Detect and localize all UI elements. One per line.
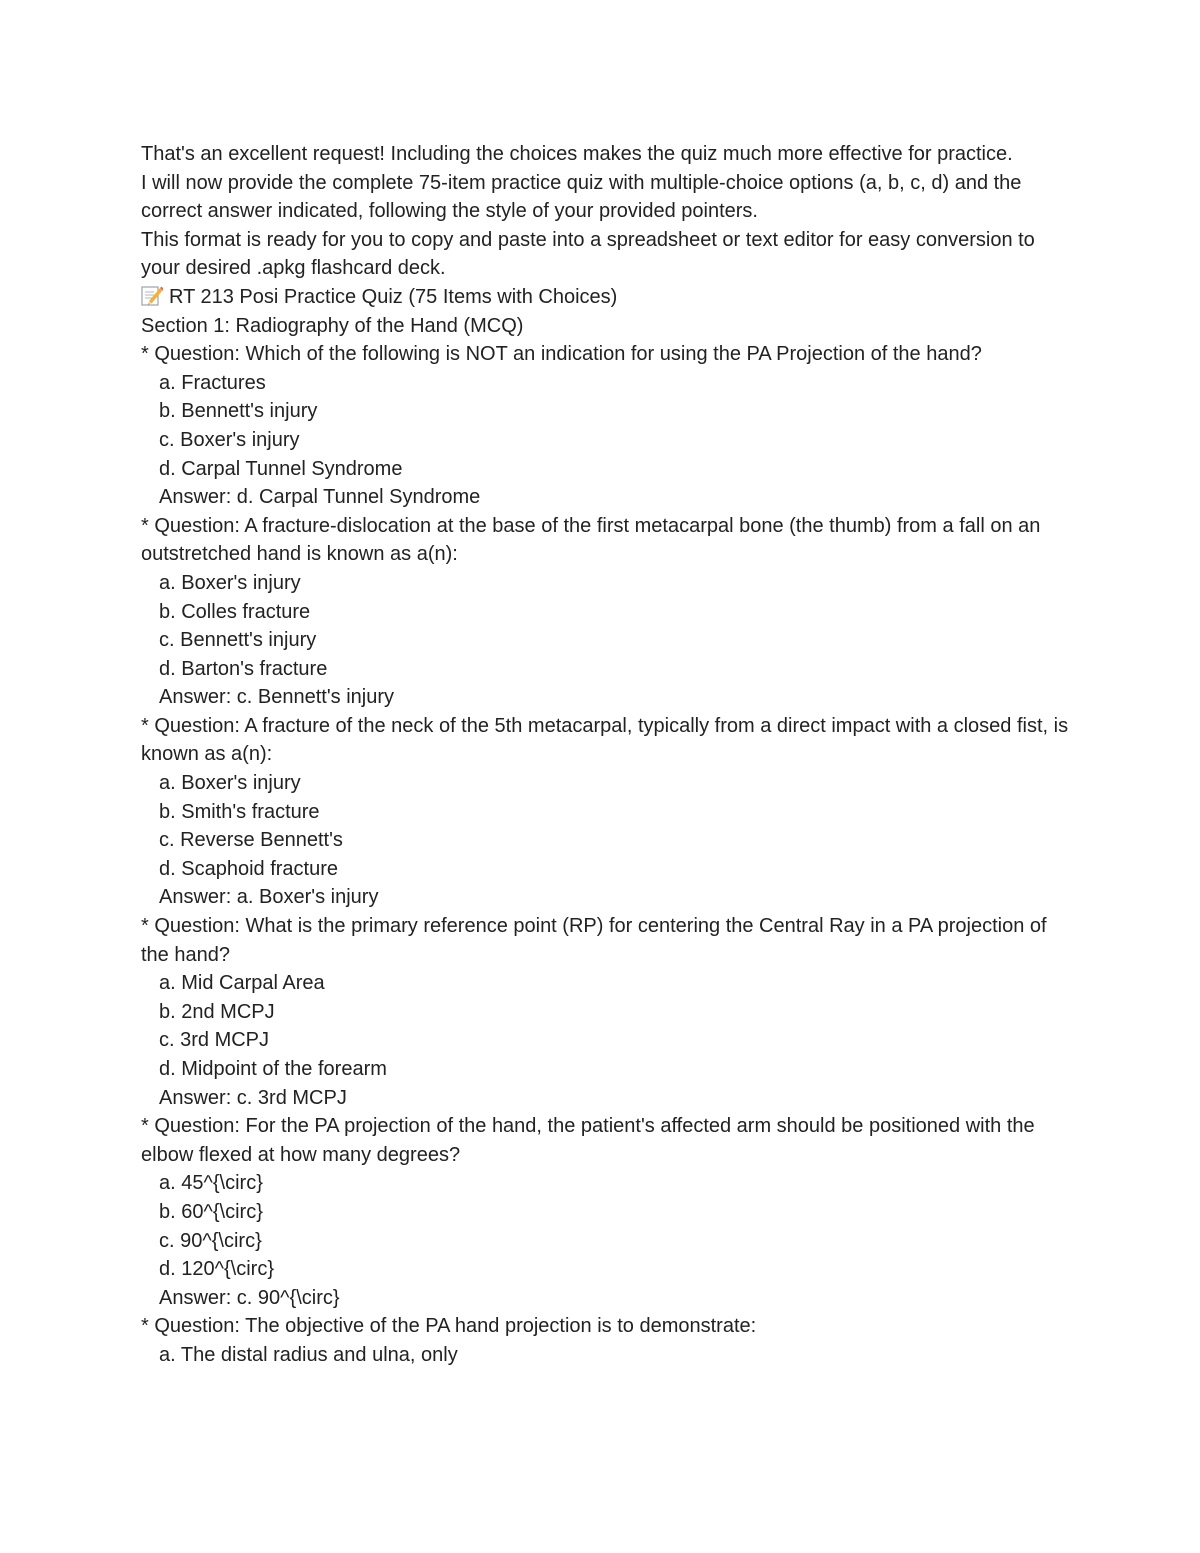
option-a: a. Fractures	[159, 371, 266, 394]
option-a: a. The distal radius and ulna, only	[159, 1343, 458, 1366]
option-a: a. 45^{\circ}	[159, 1172, 263, 1195]
option-d: d. 120^{\circ}	[159, 1258, 275, 1281]
answer-line: Answer: d. Carpal Tunnel Syndrome	[159, 486, 481, 509]
memo-pencil-icon	[141, 284, 163, 306]
option-b: b. 2nd MCPJ	[159, 1000, 275, 1023]
question-block	[141, 1312, 1076, 1369]
intro-paragraph-3: This format is ready for you to copy and paste into a spreadsheet or text editor for easy conversion to your desired .apkg flashcard deck.	[141, 228, 1035, 280]
quiz-title-text: RT 213 Posi Practice Quiz (75 Items with Choices)	[169, 285, 618, 308]
question-text: * Question: Which of the following is NOT an indication for using the PA Projection of the hand?	[141, 343, 982, 366]
option-b: b. Smith's fracture	[159, 800, 320, 823]
option-a: a. Boxer's injury	[159, 772, 301, 795]
option-d: d. Carpal Tunnel Syndrome	[159, 457, 403, 480]
option-c: c. Reverse Bennett's	[159, 829, 343, 852]
question-block	[141, 512, 1076, 712]
question-block	[141, 712, 1076, 912]
answer-line: Answer: c. 3rd MCPJ	[159, 1086, 347, 1109]
option-b: b. Bennett's injury	[159, 400, 318, 423]
question-text: * Question: A fracture-dislocation at the base of the first metacarpal bone (the thumb) from a fall on an outstretched hand is known as a(n):	[141, 514, 1041, 566]
answer-line: Answer: c. Bennett's injury	[159, 686, 395, 709]
option-a: a. Boxer's injury	[159, 571, 301, 594]
option-c: c. Bennett's injury	[159, 629, 317, 652]
option-b: b. 60^{\circ}	[159, 1200, 263, 1223]
question-text: * Question: For the PA projection of the hand, the patient's affected arm should be positioned with the elbow flexed at how many degrees?	[141, 1115, 1035, 1166]
question-block	[141, 340, 1076, 512]
question-text: * Question: A fracture of the neck of the 5th metacarpal, typically from a direct impact with a closed fist, is known as a(n):	[141, 714, 1069, 766]
question-block	[141, 1112, 1076, 1312]
answer-line: Answer: c. 90^{\circ}	[159, 1286, 340, 1309]
document-page	[141, 140, 1076, 1370]
option-b: b. Colles fracture	[159, 600, 311, 623]
option-c: c. Boxer's injury	[159, 428, 300, 451]
option-c: c. 3rd MCPJ	[159, 1029, 270, 1052]
intro-paragraph-1: That's an excellent request! Including the choices makes the quiz much more effective for practice.	[141, 143, 1013, 165]
question-text: * Question: The objective of the PA hand projection is to demonstrate:	[141, 1315, 757, 1338]
option-d: d. Scaphoid fracture	[159, 857, 338, 880]
quiz-title	[141, 283, 1076, 312]
option-d: d. Midpoint of the forearm	[159, 1058, 387, 1080]
option-d: d. Barton's fracture	[159, 657, 328, 680]
option-a: a. Mid Carpal Area	[159, 972, 325, 995]
option-c: c. 90^{\circ}	[159, 1229, 262, 1252]
question-text: * Question: What is the primary reference point (RP) for centering the Central Ray in a PA projection of the hand?	[141, 915, 1047, 966]
intro-paragraph-2: I will now provide the complete 75-item practice quiz with multiple-choice options (a, b, c, d) and the correct answer indicated, following the style of your provided pointers.	[141, 171, 1022, 223]
answer-line: Answer: a. Boxer's injury	[159, 886, 379, 909]
question-block	[141, 912, 1076, 1112]
section-title: Section 1: Radiography of the Hand (MCQ)	[141, 314, 524, 337]
